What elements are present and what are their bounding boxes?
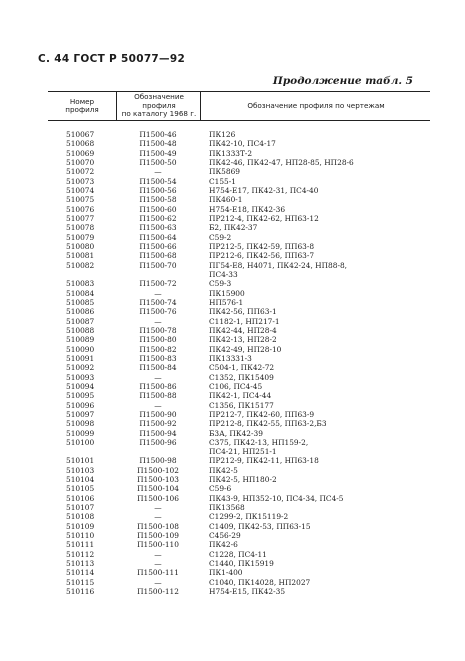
cell-drawing-designation: ПК15900 [209,288,245,298]
cell-profile-number: 510079 [66,232,95,242]
cell-profile-number: 510083 [66,279,95,289]
cell-catalog-designation: П1500-60 [139,204,177,214]
table-row [48,205,430,214]
table-row [48,559,430,568]
cell-drawing-designation: ПК42-5, НП180-2 [209,475,277,485]
cell-profile-number: 510114 [66,568,95,578]
table-row [48,298,430,307]
cell-catalog-designation: — [154,316,162,326]
cell-profile-number: 510115 [66,577,95,587]
table-row [48,531,430,540]
cell-catalog-designation: П1500-70 [139,260,177,270]
table-row [48,289,430,298]
cell-catalog-designation: — [154,559,162,569]
cell-drawing-designation: С1356, ПК15177 [209,400,274,410]
cell-drawing-designation: ПР212-4, ПК42-62, НП63-12 [209,213,319,223]
cell-profile-number: 510076 [66,204,95,214]
cell-profile-number: 510081 [66,251,95,261]
cell-drawing-designation: ПК42-10, ПС4-17 [209,139,276,149]
cell-profile-number: 510106 [66,493,95,503]
cell-catalog-designation: П1500-72 [139,279,177,289]
cell-drawing-designation: С59-2 [209,232,232,242]
cell-catalog-designation: П1500-84 [139,363,177,373]
cell-drawing-designation: ПК42-13, НП28-2 [209,335,277,345]
cell-catalog-designation: — [154,400,162,410]
cell-catalog-designation: П1500-66 [139,241,177,251]
table-header [48,91,430,121]
cell-profile-number: 510096 [66,400,95,410]
table-row [48,587,430,596]
cell-profile-number: 510087 [66,316,95,326]
table-row [48,550,430,559]
table-row [48,335,430,344]
table-row [48,261,430,270]
cell-catalog-designation: П1500-74 [139,297,177,307]
table-row [48,363,430,372]
cell-catalog-designation: П1500-106 [137,493,179,503]
table-row [48,345,430,354]
cell-drawing-designation: С155-1 [209,176,236,186]
cell-drawing-designation: С1040, ПК14028, НП2027 [209,577,311,587]
cell-catalog-designation: П1500-98 [139,456,177,466]
table-row [48,540,430,549]
cell-catalog-designation: П1500-83 [139,353,177,363]
cell-profile-number: 510093 [66,372,95,382]
table-row [48,512,430,521]
cell-profile-number: 510108 [66,512,95,522]
cell-drawing-designation: Н754-Е18, ПК42-36 [209,204,286,214]
table-row [48,158,430,167]
cell-drawing-designation: ПР212-6, ПК42-56, ПП63-7 [209,251,315,261]
column-header-catalog-designation: Обозначение профиля по каталогу 1968 г. [116,92,201,120]
cell-profile-number: 510103 [66,465,95,475]
cell-profile-number: 510107 [66,503,95,513]
cell-drawing-designation: ПК1333Т-2 [209,148,253,158]
table-row [48,186,430,195]
cell-drawing-designation: ПК42-6 [209,540,238,550]
cell-profile-number: 510072 [66,167,95,177]
cell-drawing-designation: ПГ54-Е8, Н4071, ПК42-24, НП88-8, [209,260,348,270]
cell-drawing-designation: ПК1-400 [209,568,243,578]
table-row [48,279,430,288]
cell-drawing-designation: ПК43-9, НП352-10, ПС4-34, ПС4-5 [209,493,344,503]
cell-profile-number: 510100 [66,437,95,447]
cell-catalog-designation: П1500-102 [137,465,179,475]
cell-drawing-designation: ПР212-8, ПК42-55, ПП63-2,Б3 [209,419,327,429]
cell-profile-number: 510111 [66,540,95,550]
table-row [48,307,430,316]
cell-drawing-designation: С1409, ПК42-53, ПП63-15 [209,521,311,531]
cell-drawing-designation: ПР212-5, ПК42-59, ПП63-8 [209,241,315,251]
cell-profile-number: 510099 [66,428,95,438]
cell-catalog-designation: П1500-103 [137,475,179,485]
table-row [48,578,430,587]
cell-catalog-designation: П1500-96 [139,437,177,447]
table-continuation-caption: Продолжение табл. 5 [272,75,413,87]
cell-catalog-designation: — [154,577,162,587]
cell-catalog-designation: П1500-110 [137,540,179,550]
table-row [48,410,430,419]
cell-catalog-designation: П1500-50 [139,157,177,167]
table-row [48,373,430,382]
cell-drawing-designation: С456-29 [209,531,241,541]
cell-drawing-designation: С1299-2, ПК15119-2 [209,512,289,522]
cell-profile-number: 510090 [66,344,95,354]
cell-catalog-designation: П1500-92 [139,419,177,429]
cell-profile-number: 510074 [66,185,95,195]
table-row [48,391,430,400]
cell-catalog-designation: П1500-64 [139,232,177,242]
cell-drawing-designation: ПР212-9, ПК42-11, НП63-18 [209,456,319,466]
cell-catalog-designation: П1500-63 [139,223,177,233]
cell-drawing-designation: С1228, ПС4-11 [209,549,267,559]
cell-profile-number: 510077 [66,213,95,223]
cell-drawing-designation: С1352, ПК15409 [209,372,274,382]
table-row [48,223,430,232]
cell-catalog-designation: П1500-54 [139,176,177,186]
table-row [48,503,430,512]
table-row [48,149,430,158]
table-row [48,447,430,456]
cell-profile-number: 510088 [66,325,95,335]
cell-profile-number: 510095 [66,391,95,401]
cell-profile-number: 510082 [66,260,95,270]
cell-drawing-designation: С59-3 [209,279,232,289]
cell-profile-number: 510084 [66,288,95,298]
cell-profile-number: 510101 [66,456,95,466]
cell-profile-number: 510109 [66,521,95,531]
cell-catalog-designation: П1500-104 [137,484,179,494]
cell-drawing-designation: Б3А, ПК42-39 [209,428,263,438]
cell-profile-number: 510104 [66,475,95,485]
cell-drawing-designation: ПК13331-3 [209,353,252,363]
cell-catalog-designation: П1500-109 [137,531,179,541]
cell-catalog-designation: П1500-58 [139,195,177,205]
cell-drawing-designation: С504-1, ПК42-72 [209,363,275,373]
table-row [48,568,430,577]
table-body [48,130,430,596]
cell-catalog-designation: П1500-88 [139,391,177,401]
table-row [48,251,430,260]
cell-drawing-designation: ПС4-33 [209,269,238,279]
cell-drawing-designation: ПК460-1 [209,195,243,205]
cell-profile-number: 510067 [66,130,95,139]
table-row [48,242,430,251]
table-row [48,354,430,363]
cell-profile-number: 510070 [66,157,95,167]
cell-profile-number: 510110 [66,531,95,541]
page-header: С. 44 ГОСТ Р 50077—92 [38,53,186,65]
cell-drawing-designation: ПР212-7, ПК42-60, ПП63-9 [209,409,315,419]
table-row [48,382,430,391]
cell-drawing-designation: Н754-Е17, ПК42-31, ПС4-40 [209,185,319,195]
cell-drawing-designation: ПК42-5 [209,465,238,475]
table-row [48,419,430,428]
cell-profile-number: 510089 [66,335,95,345]
cell-catalog-designation: П1500-56 [139,185,177,195]
cell-profile-number: 510092 [66,363,95,373]
cell-drawing-designation: ПК126 [209,130,236,139]
cell-catalog-designation: — [154,167,162,177]
table-row [48,167,430,176]
table-row [48,270,430,279]
table-row [48,484,430,493]
table-row [48,494,430,503]
cell-drawing-designation: ПК5869 [209,167,240,177]
table-row [48,195,430,204]
table-row [48,139,430,148]
table-row [48,466,430,475]
cell-drawing-designation: С1182-1, НП217-1 [209,316,280,326]
table-row [48,326,430,335]
cell-catalog-designation: П1500-112 [137,587,179,597]
cell-drawing-designation: Н754-Е15, ПК42-35 [209,587,286,597]
cell-catalog-designation: П1500-48 [139,139,177,149]
cell-catalog-designation: П1500-62 [139,213,177,223]
column-header-drawing-designation: Обозначение профиля по чертежам [200,92,431,120]
cell-profile-number: 510105 [66,484,95,494]
table-row [48,214,430,223]
cell-catalog-designation: П1500-111 [137,568,179,578]
cell-catalog-designation: П1500-82 [139,344,177,354]
table-row [48,401,430,410]
cell-profile-number: 510086 [66,307,95,317]
cell-drawing-designation: НП576-1 [209,297,244,307]
cell-profile-number: 510069 [66,148,95,158]
table-row [48,475,430,484]
cell-profile-number: 510080 [66,241,95,251]
table-row [48,429,430,438]
cell-catalog-designation: П1500-49 [139,148,177,158]
table-row [48,233,430,242]
cell-profile-number: 510094 [66,381,95,391]
cell-drawing-designation: С106, ПС4-45 [209,381,263,391]
cell-profile-number: 510112 [66,549,95,559]
cell-drawing-designation: ПК42-56, ПП63-1 [209,307,277,317]
cell-catalog-designation: — [154,512,162,522]
cell-drawing-designation: ПС4-21, НП251-1 [209,447,277,457]
table-row [48,317,430,326]
cell-catalog-designation: П1500-68 [139,251,177,261]
cell-catalog-designation: — [154,288,162,298]
cell-profile-number: 510078 [66,223,95,233]
cell-profile-number: 510068 [66,139,95,149]
cell-drawing-designation: ПК42-46, ПК42-47, НП28-85, НП28-6 [209,157,354,167]
cell-profile-number: 510073 [66,176,95,186]
cell-profile-number: 510098 [66,419,95,429]
cell-profile-number: 510113 [66,559,95,569]
cell-drawing-designation: ПК42-44, НП28-4 [209,325,277,335]
cell-profile-number: 510085 [66,297,95,307]
cell-profile-number: 510097 [66,409,95,419]
cell-catalog-designation: — [154,549,162,559]
cell-drawing-designation: Б2, ПК42-37 [209,223,258,233]
cell-drawing-designation: ПК42-49, НП28-10 [209,344,282,354]
cell-catalog-designation: П1500-78 [139,325,177,335]
table-row [48,522,430,531]
cell-drawing-designation: ПК13568 [209,503,245,513]
cell-profile-number: 510116 [66,587,95,597]
cell-catalog-designation: П1500-108 [137,521,179,531]
cell-catalog-designation: П1500-90 [139,409,177,419]
cell-catalog-designation: — [154,372,162,382]
table-row [48,177,430,186]
cell-profile-number: 510091 [66,353,95,363]
table-row [48,456,430,465]
table-row [48,438,430,447]
cell-drawing-designation: С375, ПК42-13, НП159-2, [209,437,309,447]
cell-catalog-designation: — [154,503,162,513]
cell-catalog-designation: П1500-76 [139,307,177,317]
cell-profile-number: 510075 [66,195,95,205]
cell-catalog-designation: П1500-86 [139,381,177,391]
cell-drawing-designation: ПК42-1, ПС4-44 [209,391,272,401]
cell-drawing-designation: С59-6 [209,484,232,494]
cell-catalog-designation: П1500-80 [139,335,177,345]
cell-drawing-designation: С1440, ПК15919 [209,559,274,569]
column-header-profile-number: Номер профиля [65,96,99,114]
cell-catalog-designation: П1500-46 [139,130,177,139]
table-row [48,130,430,139]
cell-catalog-designation: П1500-94 [139,428,177,438]
